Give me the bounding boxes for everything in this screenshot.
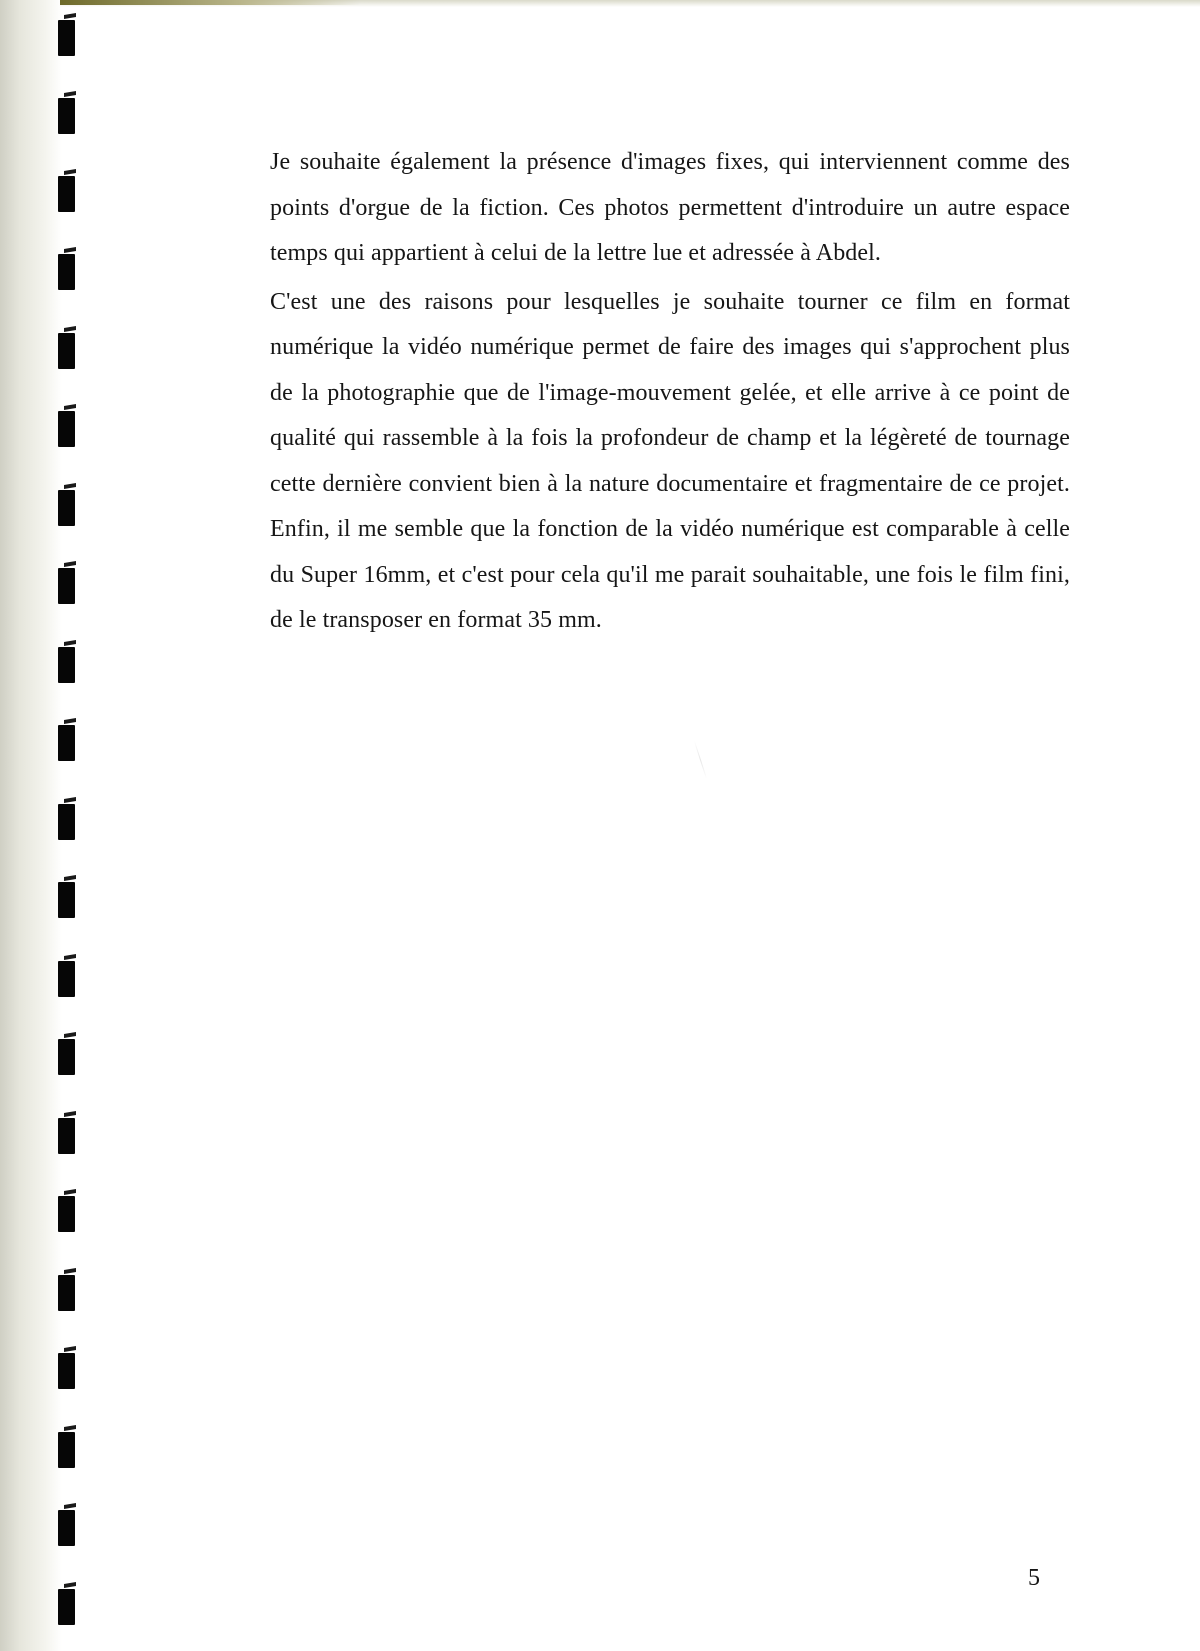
binding-hole <box>58 20 75 56</box>
binding-hole <box>58 490 75 526</box>
binding-hole <box>58 333 75 369</box>
binding-hole <box>58 254 75 290</box>
binding-hole <box>58 1432 75 1468</box>
binding-hole <box>58 1589 75 1625</box>
binding-hole <box>58 1353 75 1389</box>
binding-hole <box>58 98 75 134</box>
comb-binding <box>52 0 82 1651</box>
page-top-edge-shadow <box>60 0 360 5</box>
binding-hole <box>58 568 75 604</box>
binding-hole <box>58 411 75 447</box>
binding-hole <box>58 1196 75 1232</box>
body-text <box>270 140 1070 644</box>
paragraph-digital-format: C'est une des raisons pour lesquelles je souhaite tourner ce film en format numérique la vidéo numérique permet de faire des images qui s'approchent plus de la photographie que de l'image-mouvement gelée, et elle arrive à ce point de qualité qui rassemble à la fois la profondeur de champ et la légèreté de tournage cette dernière convient bien à la nature documentaire et fragmentaire de ce projet. Enfin, il me semble que la fonction de la vidéo numérique est comparable à celle du Super 16mm, et c'est pour cela qu'il me parait souhaitable, une fois le film fini, de le transposer en format 35 mm. <box>270 288 1070 633</box>
binding-hole <box>58 647 75 683</box>
binding-hole <box>58 961 75 997</box>
binding-hole <box>58 1039 75 1075</box>
binding-hole <box>58 882 75 918</box>
binding-hole <box>58 1510 75 1546</box>
binding-hole <box>58 1275 75 1311</box>
page-number: 5 <box>1028 1565 1040 1591</box>
binding-hole <box>58 725 75 761</box>
binding-hole <box>58 176 75 212</box>
binding-hole <box>58 1118 75 1154</box>
scan-speck <box>694 741 707 779</box>
paragraph-fixed-images: Je souhaite également la présence d'images fixes, qui interviennent comme des points d'orgue de la fiction. Ces photos permettent d'introduire un autre espace temps qui appartient à celui de la lettre lue et adressée à Abdel. <box>270 149 1070 266</box>
binding-hole <box>58 804 75 840</box>
